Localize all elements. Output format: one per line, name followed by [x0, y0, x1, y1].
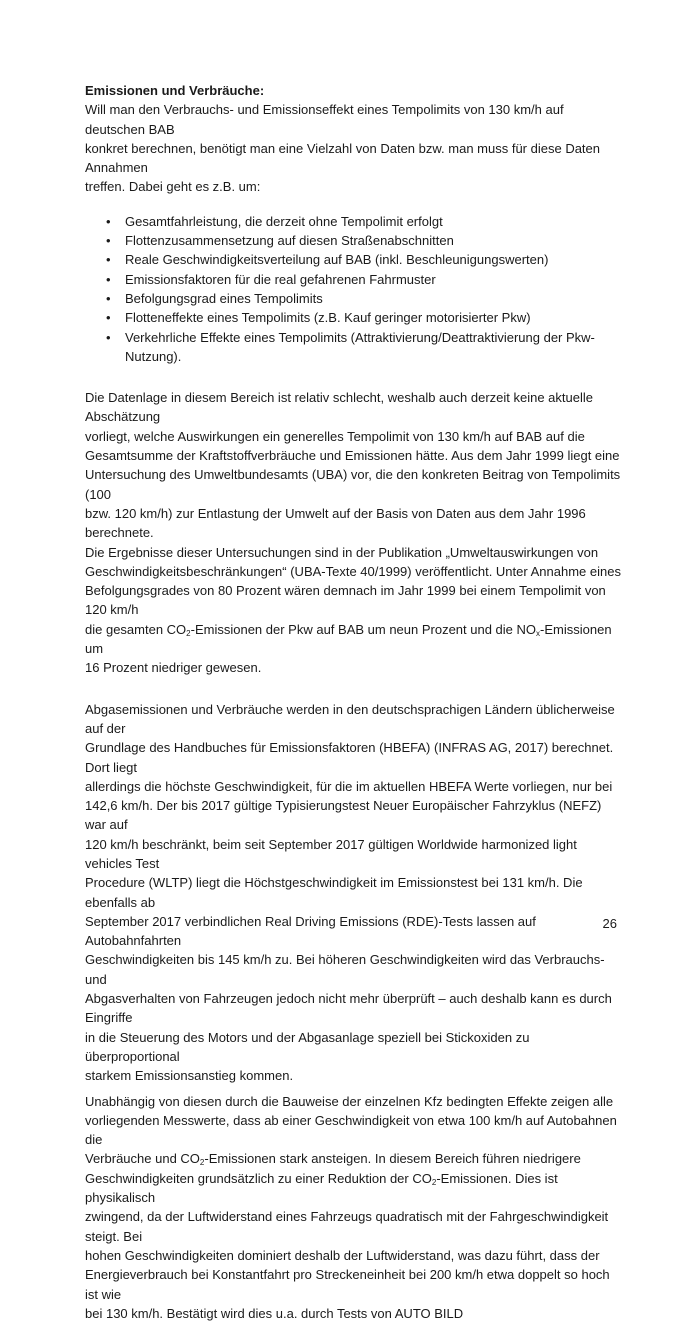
- subscript: 2: [199, 1158, 205, 1168]
- paragraph-line: Grundlage des Handbuches für Emissionsfaktoren (HBEFA) (INFRAS AG, 2017) berechnet. Dort liegt: [85, 740, 614, 775]
- paragraph-line: [85, 1169, 625, 1208]
- bullet-icon: •: [106, 271, 111, 287]
- paragraph-hbefa: [85, 700, 625, 1086]
- paragraph-line: Die Ergebnisse dieser Untersuchungen sind in der Publikation „Umweltauswirkungen von: [85, 544, 599, 560]
- paragraph-data-situation: [85, 388, 625, 677]
- paragraph-line: [85, 1149, 625, 1168]
- text-fragment: -Emissionen um: [85, 621, 612, 657]
- text-fragment: die gesamten CO: [85, 621, 187, 637]
- paragraph-line: starkem Emissionsanstieg kommen.: [85, 1068, 294, 1084]
- intro-line: treffen. Dabei geht es z.B. um:: [85, 179, 261, 195]
- bullet-icon: •: [106, 290, 111, 306]
- paragraph-line: bei 130 km/h. Bestätigt wird dies u.a. durch Tests von AUTO BILD: [85, 1305, 464, 1321]
- text-fragment: -Emissionen stark ansteigen. In diesem Bereich führen niedrigere: [204, 1151, 581, 1167]
- paragraph-line: bzw. 120 km/h) zur Entlastung der Umwelt auf der Basis von Daten aus dem Jahr 1996 berechnete.: [85, 505, 586, 541]
- paragraph-line: allerdings die höchste Geschwindigkeit, für die im aktuellen HBEFA Werte vorliegen, nur bei: [85, 778, 613, 794]
- paragraph-line: Befolgungsgrades von 80 Prozent wären demnach im Jahr 1999 bei einem Tempolimit von 120 km/h: [85, 583, 606, 618]
- intro-paragraph: [85, 100, 625, 196]
- intro-line: konkret berechnen, benötigt man eine Vielzahl von Daten bzw. man muss für diese Daten Annahmen: [85, 140, 601, 176]
- paragraph-line: Energieverbrauch bei Konstantfahrt pro Streckeneinheit bei 200 km/h etwa doppelt so hoch ist wie: [85, 1267, 610, 1302]
- bullet-icon: •: [106, 329, 111, 345]
- subscript: 2: [431, 1177, 437, 1187]
- paragraph-line: 120 km/h beschränkt, beim seit September 2017 gültigen Worldwide harmonized light vehicles Test: [85, 836, 577, 871]
- paragraph-line: in die Steuerung des Motors und der Abgasanlage speziell bei Stickoxiden zu überproportional: [85, 1029, 530, 1064]
- paragraph-line: Abgasverhalten von Fahrzeugen jedoch nicht mehr überprüft – auch deshalb kann es durch Eingriffe: [85, 991, 612, 1026]
- list-item-text: Gesamtfahrleistung, die derzeit ohne Tempolimit erfolgt: [125, 213, 443, 229]
- paragraph-line: 16 Prozent niedriger gewesen.: [85, 660, 262, 676]
- bullet-icon: •: [106, 233, 111, 249]
- paragraph-line: Geschwindigkeiten bis 145 km/h zu. Bei höheren Geschwindigkeiten wird das Verbrauchs- und: [85, 952, 605, 987]
- subscript: 2: [186, 628, 191, 638]
- list-item: [85, 270, 625, 289]
- list-item-text: Flotteneffekte eines Tempolimits (z.B. Kauf geringer motorisierter Pkw): [125, 310, 531, 326]
- text-fragment: -Emissionen. Dies ist physikalisch: [85, 1170, 558, 1206]
- paragraph-line: zwingend, da der Luftwiderstand eines Fahrzeugs quadratisch mit der Fahrgeschwindigkeit steigt. Bei: [85, 1209, 609, 1244]
- paragraph-line: Abgasemissionen und Verbräuche werden in den deutschsprachigen Ländern üblicherweise auf der: [85, 701, 615, 736]
- bullet-icon: •: [106, 213, 111, 229]
- list-item-text: Reale Geschwindigkeitsverteilung auf BAB (inkl. Beschleunigungswerten): [125, 252, 549, 268]
- list-item: [85, 328, 625, 367]
- bullet-list: [85, 212, 625, 366]
- paragraph-line: Untersuchung des Umweltbundesamts (UBA) vor, die den konkreten Beitrag von Tempolimits (100: [85, 467, 621, 502]
- paragraph-line: Procedure (WLTP) liegt die Höchstgeschwindigkeit im Emissionstest bei 131 km/h. Die ebenfalls ab: [85, 875, 583, 910]
- bullet-icon: •: [106, 252, 111, 268]
- paragraph-physics: [85, 1092, 625, 1323]
- paragraph-line: Die Datenlage in diesem Bereich ist relativ schlecht, weshalb auch derzeit keine aktuelle Abschätzung: [85, 390, 593, 425]
- paragraph-line: Unabhängig von diesen durch die Bauweise der einzelnen Kfz bedingten Effekte zeigen alle: [85, 1093, 614, 1109]
- paragraph-line: Gesamtsumme der Kraftstoffverbräuche und Emissionen hätte. Aus dem Jahr 1999 liegt eine: [85, 448, 620, 464]
- text-fragment: Verbräuche und CO: [85, 1151, 200, 1167]
- text-fragment: -Emissionen der Pkw auf BAB um neun Prozent und die NO: [190, 621, 537, 637]
- list-item: [85, 289, 625, 308]
- paragraph-line: Geschwindigkeitsbeschränkungen“ (UBA-Texte 40/1999) veröffentlicht. Unter Annahme eines: [85, 563, 621, 579]
- list-item: [85, 212, 625, 231]
- list-item-text: Flottenzusammensetzung auf diesen Straßenabschnitten: [125, 233, 454, 249]
- paragraph-line: vorliegt, welche Auswirkungen ein generelles Tempolimit von 130 km/h auf BAB auf die: [85, 428, 585, 444]
- list-item: [85, 308, 625, 327]
- list-item-text: Befolgungsgrad eines Tempolimits: [125, 290, 323, 306]
- page-body: [85, 81, 625, 1323]
- bullet-icon: •: [106, 310, 111, 326]
- list-item: [85, 250, 625, 269]
- paragraph-line: vorliegenden Messwerte, dass ab einer Geschwindigkeit von etwa 100 km/h auf Autobahnen die: [85, 1112, 617, 1148]
- list-item-text: Verkehrliche Effekte eines Tempolimits (Attraktivierung/Deattraktivierung der Pkw-Nutzung).: [125, 329, 595, 364]
- intro-line: Will man den Verbrauchs- und Emissionseffekt eines Tempolimits von 130 km/h auf deutschen BAB: [85, 102, 564, 137]
- paragraph-line: September 2017 verbindlichen Real Driving Emissions (RDE)-Tests lassen auf Autobahnfahrten: [85, 913, 536, 949]
- section-heading: Emissionen und Verbräuche:: [85, 83, 265, 98]
- paragraph-line: [85, 620, 625, 659]
- text-fragment: Geschwindigkeiten grundsätzlich zu einer Reduktion der CO: [85, 1170, 432, 1186]
- list-item-text: Emissionsfaktoren für die real gefahrenen Fahrmuster: [125, 271, 436, 287]
- paragraph-line: 142,6 km/h. Der bis 2017 gültige Typisierungstest Neuer Europäischer Fahrzyklus (NEFZ) war auf: [85, 798, 602, 833]
- list-item: [85, 231, 625, 250]
- paragraph-line: hohen Geschwindigkeiten dominiert deshalb der Luftwiderstand, was dazu führt, dass der: [85, 1247, 600, 1263]
- subscript: x: [536, 628, 541, 638]
- page-number: 26: [602, 916, 617, 931]
